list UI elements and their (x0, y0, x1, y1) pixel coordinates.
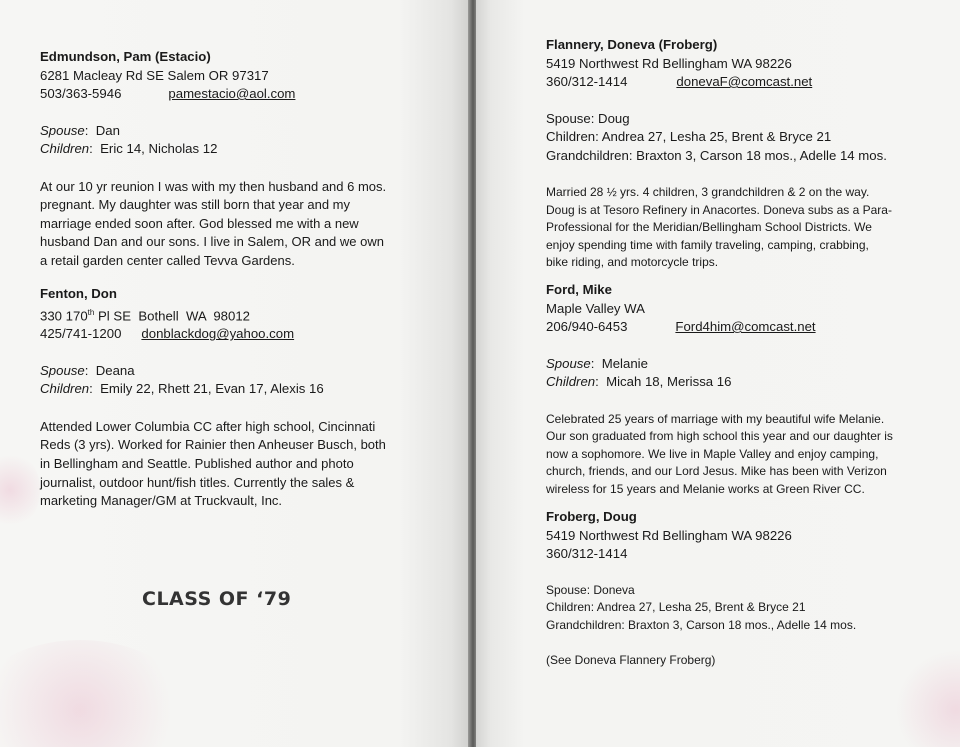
spouse-label: Spouse (546, 355, 591, 371)
entry-grandchildren: Grandchildren: Braxton 3, Carson 18 mos., Adelle 14 mos. (546, 617, 857, 632)
entry-froberg (546, 508, 954, 670)
bio-line: Reds (3 yrs). Worked for Rainier then Anheuser Busch, both (40, 437, 386, 453)
bio-line: Our son graduated from high school this year and our daughter is (546, 429, 893, 443)
entry-children: Children: Eric 14, Nicholas 12 (40, 141, 218, 156)
entry-contact (546, 73, 954, 92)
bio-line: enjoy spending time with family traveling, camping, crabbing, (546, 237, 869, 252)
entry-grandchildren: Grandchildren: Braxton 3, Carson 18 mos., Adelle 14 mos. (546, 147, 887, 163)
entry-phone: 425/741-1200 (40, 326, 122, 342)
entry-address: 330 170th Pl SE Bothell WA 98012 (40, 307, 250, 323)
class-heading: CLASS OF ‘79 (142, 588, 292, 610)
bio-line: in Bellingham and Seattle. Published author and photo (40, 456, 354, 472)
spouse-value: Dan (95, 122, 120, 138)
entry-address: 5419 Northwest Rd Bellingham WA 98226 (546, 527, 792, 543)
entry-email: Ford4him@comcast.net (675, 319, 816, 334)
bio-line: Doug is at Tesoro Refinery in Anacortes. Doneva subs as a Para- (546, 202, 892, 217)
bio-line: church, friends, and our Lord Jesus. Mike has been with Verizon (546, 464, 887, 478)
entry-note: (See Doneva Flannery Froberg) (546, 653, 716, 667)
bio-line: bike riding, and motorcycle trips. (546, 255, 719, 269)
entry-email: donblackdog@yahoo.com (141, 326, 295, 342)
entry-children: Children: Andrea 27, Lesha 25, Brent & Bryce 21 (546, 129, 832, 144)
children-label: Children (546, 374, 596, 389)
entry-name: Ford, Mike (546, 282, 612, 297)
entry-email: donevaF@comcast.net (676, 74, 813, 89)
entry-name: Edmundson, Pam (Estacio) (40, 49, 211, 64)
bio-line: Married 28 ½ yrs. 4 children, 3 grandchildren & 2 on the way. (546, 185, 870, 199)
entry-address: Maple Valley WA (546, 300, 645, 316)
entry-name: Flannery, Doneva (Froberg) (546, 37, 718, 52)
spouse-value: Deana (95, 362, 135, 378)
pink-smudge (0, 450, 40, 530)
entry-name: Fenton, Don (40, 286, 117, 301)
entry-children: Children: Micah 18, Merissa 16 (546, 374, 732, 389)
entry-bio (40, 418, 460, 511)
entry-ford (546, 281, 954, 498)
bio-line: wireless for 15 years and Melanie works at Green River CC. (546, 481, 865, 496)
bio-line: Professional for the Meridian/Bellingham School Districts. We (546, 220, 872, 234)
children-label: Children (40, 141, 90, 156)
bio-line: journalist, outdoor hunt/fish titles. Currently the sales & (40, 474, 355, 490)
spouse-value: Melanie (601, 355, 648, 371)
spouse-label: Spouse (40, 122, 85, 138)
entry-address: 5419 Northwest Rd Bellingham WA 98226 (546, 55, 792, 71)
entry-bio (546, 184, 954, 272)
bio-line: marketing Manager/GM at Truckvault, Inc. (40, 493, 283, 509)
bio-line: husband Dan and our sons. I live in Salem, OR and we own (40, 234, 384, 250)
bio-line: At our 10 yr reunion I was with my then husband and 6 mos. (40, 178, 387, 194)
entry-spouse: Spouse: Melanie (546, 355, 648, 371)
children-value: Emily 22, Rhett 21, Evan 17, Alexis 16 (100, 381, 324, 397)
entry-family (546, 582, 954, 635)
entry-children: Children: Emily 22, Rhett 21, Evan 17, Alexis 16 (40, 381, 324, 397)
pink-smudge (0, 640, 190, 747)
entry-phone: 360/312-1414 (546, 74, 628, 89)
entry-email: pamestacio@aol.com (168, 86, 296, 101)
entry-fenton (40, 285, 460, 511)
entry-contact (546, 318, 954, 337)
entry-phone: 206/940-6453 (546, 319, 628, 334)
bio-line: Celebrated 25 years of marriage with my beautiful wife Melanie. (546, 411, 885, 426)
bio-line: pregnant. My daughter was still born that year and my (40, 197, 350, 213)
entry-spouse: Spouse: Doneva (546, 582, 635, 597)
entry-name: Froberg, Doug (546, 509, 637, 524)
entry-children: Children: Andrea 27, Lesha 25, Brent & Bryce 21 (546, 600, 806, 614)
bio-line: a retail garden center called Tevva Gardens. (40, 252, 295, 268)
children-value: Eric 14, Nicholas 12 (100, 141, 218, 156)
entry-spouse: Spouse: Deana (40, 362, 135, 378)
entry-contact (40, 325, 460, 344)
entry-address: 6281 Macleay Rd SE Salem OR 97317 (40, 67, 269, 83)
entry-bio (40, 178, 460, 271)
entry-phone: 360/312-1414 (546, 546, 628, 561)
bio-line: Attended Lower Columbia CC after high school, Cincinnati (40, 418, 376, 434)
bio-line: now a sophomore. We live in Maple Valley and enjoy camping, (546, 446, 879, 461)
left-page (0, 0, 470, 747)
spouse-label: Spouse (40, 362, 85, 378)
entry-phone: 503/363-5946 (40, 86, 122, 101)
bio-line: marriage ended soon after. God blessed me with a new (40, 215, 359, 231)
entry-spouse: Spouse: Dan (40, 122, 120, 138)
entry-spouse: Spouse: Doug (546, 110, 630, 126)
entry-edmundson (40, 48, 460, 270)
entry-bio (546, 411, 954, 499)
children-label: Children (40, 381, 90, 397)
entry-flannery (546, 36, 954, 272)
children-value: Micah 18, Merissa 16 (606, 374, 732, 389)
entry-contact (40, 85, 460, 104)
right-page (476, 0, 960, 747)
